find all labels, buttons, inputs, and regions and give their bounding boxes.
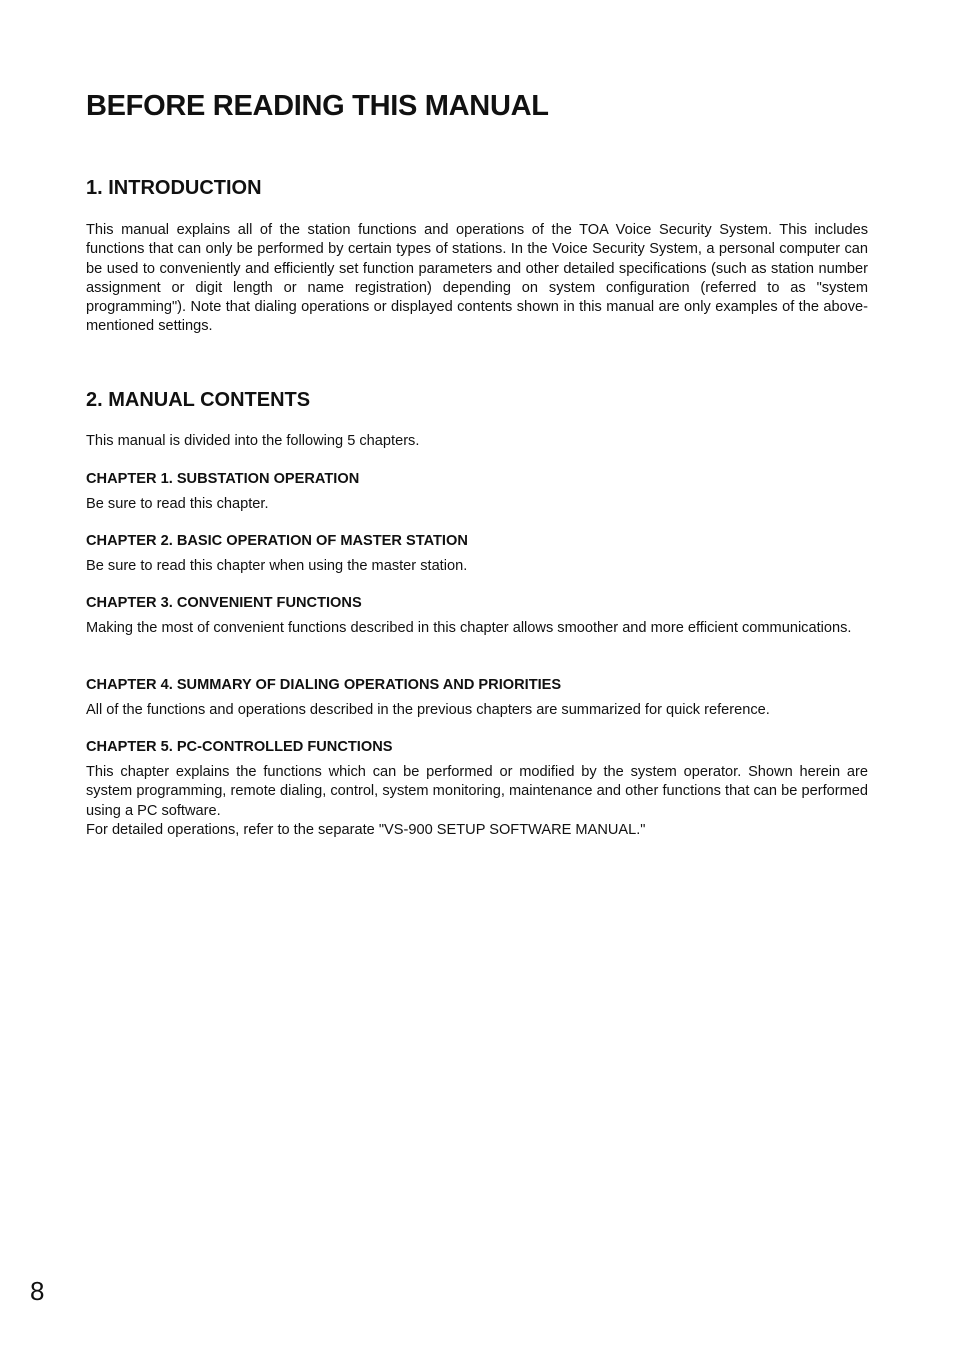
chapter-4-title: CHAPTER 4. SUMMARY OF DIALING OPERATIONS AND PRIORITIES xyxy=(86,677,562,693)
chapter-2-title: CHAPTER 2. BASIC OPERATION OF MASTER STATION xyxy=(86,533,468,549)
page-title: BEFORE READING THIS MANUAL xyxy=(86,90,549,122)
chapter-5-title: CHAPTER 5. PC-CONTROLLED FUNCTIONS xyxy=(86,739,393,755)
introduction-heading: 1. INTRODUCTION xyxy=(86,177,262,199)
chapter-5-body: This chapter explains the functions which can be performed or modified by the system operator. Shown herein are system programming, remote dialing, control, system monitoring, maintenance and other functions that can be performed using a PC software. xyxy=(86,764,868,819)
introduction-body: This manual explains all of the station functions and operations of the TOA Voice Security System. This includes functions that can only be performed by certain types of stations. In the Voice Security System, a personal computer can be used to conveniently and efficiently set function parameters and other detailed specifications (such as station number assignment or digit length or name registration) depending on system configuration (referred to as "system programming"). Note that dialing operations or displayed contents shown in this manual are only examples of the above-mentioned settings. xyxy=(86,222,868,335)
chapter-5-note: For detailed operations, refer to the separate "VS-900 SETUP SOFTWARE MANUAL." xyxy=(86,822,646,838)
manual-contents-intro: This manual is divided into the following 5 chapters. xyxy=(86,433,420,449)
chapter-3-body: Making the most of convenient functions described in this chapter allows smoother and more efficient communications. xyxy=(86,620,852,636)
chapter-2-body: Be sure to read this chapter when using the master station. xyxy=(86,558,468,574)
page-number: 8 xyxy=(30,1276,45,1306)
chapter-3-title: CHAPTER 3. CONVENIENT FUNCTIONS xyxy=(86,595,362,611)
manual-contents-heading: 2. MANUAL CONTENTS xyxy=(86,389,311,411)
chapter-1-body: Be sure to read this chapter. xyxy=(86,496,269,512)
chapter-4-body: All of the functions and operations described in the previous chapters are summarized for quick reference. xyxy=(86,702,770,718)
chapter-1-title: CHAPTER 1. SUBSTATION OPERATION xyxy=(86,471,360,487)
